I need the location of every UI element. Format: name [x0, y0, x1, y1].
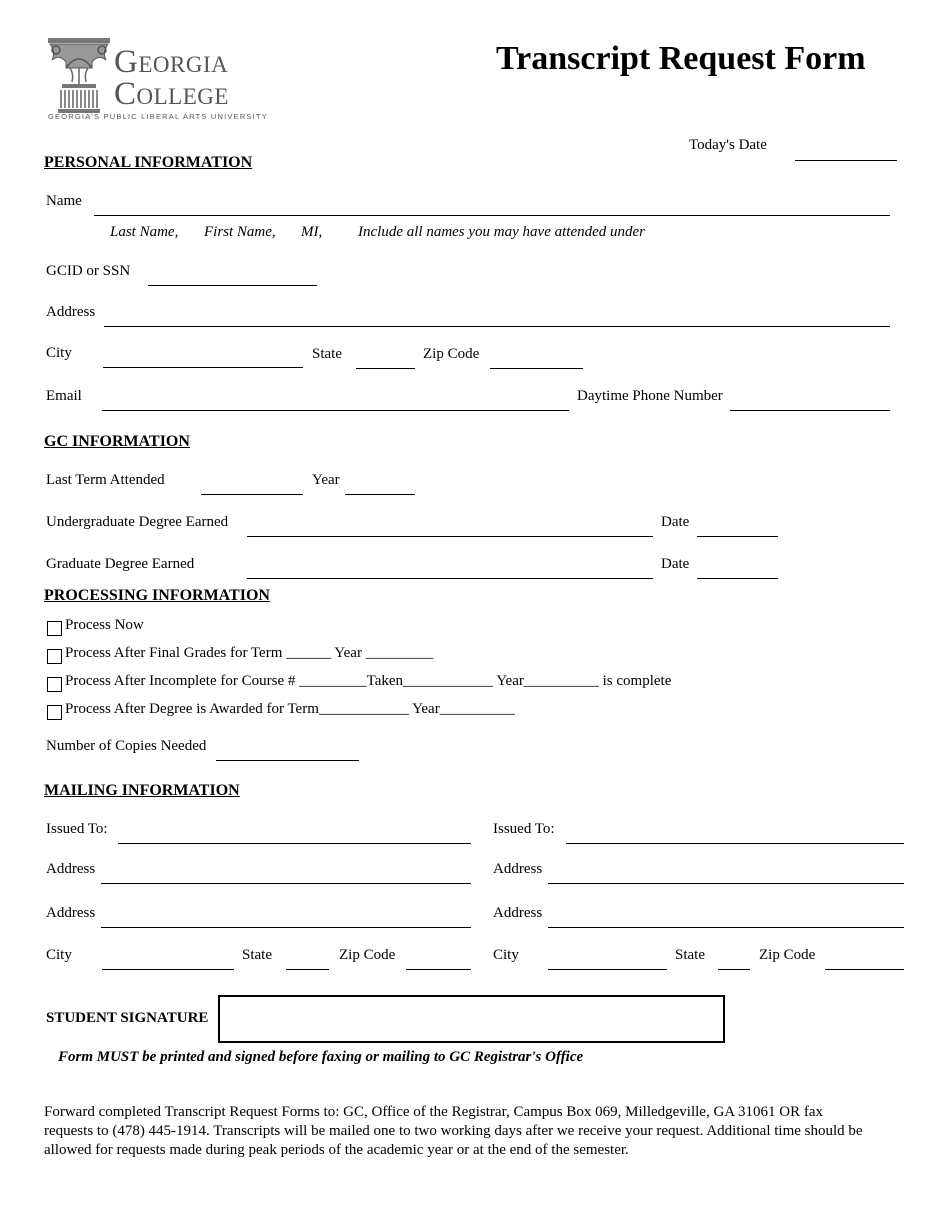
left-city-label: City [46, 947, 72, 963]
right-address1-label: Address [493, 861, 543, 877]
right-state-label: State [675, 947, 705, 963]
page-title: Transcript Request Form [496, 40, 866, 77]
mailing-information-heading: MAILING INFORMATION [44, 782, 240, 799]
gcid-label: GCID or SSN [46, 263, 131, 279]
todays-date-field[interactable] [795, 160, 897, 161]
signature-note: Form MUST be printed and signed before faxing or mailing to GC Registrar's Office [58, 1049, 584, 1065]
grad-date-field[interactable] [697, 578, 778, 579]
name-hint-mi: MI, [301, 224, 323, 240]
logo-line-georgia: Georgia [114, 44, 229, 80]
grad-degree-label: Graduate Degree Earned [46, 556, 195, 572]
undergrad-date-field[interactable] [697, 536, 778, 537]
state-field[interactable] [356, 368, 415, 369]
left-state-label: State [242, 947, 272, 963]
left-issued-to-field[interactable] [118, 843, 471, 844]
zip-label: Zip Code [423, 346, 480, 362]
right-city-label: City [493, 947, 519, 963]
process-now-label: Process Now [65, 617, 144, 633]
left-state-field[interactable] [286, 969, 329, 970]
undergrad-date-label: Date [661, 514, 690, 530]
footer-line-1: Forward completed Transcript Request Forms to: GC, Office of the Registrar, Campus Box 069, Milledgeville, GA 31061 OR fax [44, 1104, 824, 1120]
left-address1-label: Address [46, 861, 96, 877]
copies-label: Number of Copies Needed [46, 738, 207, 754]
phone-field[interactable] [730, 410, 890, 411]
processing-information-heading: PROCESSING INFORMATION [44, 587, 270, 604]
right-address1-field[interactable] [548, 883, 904, 884]
left-address2-field[interactable] [101, 927, 471, 928]
year-field[interactable] [345, 494, 415, 495]
copies-field[interactable] [216, 760, 359, 761]
city-label: City [46, 345, 72, 361]
signature-box[interactable] [218, 995, 725, 1043]
process-after-degree-checkbox[interactable] [47, 705, 62, 720]
city-field[interactable] [103, 367, 303, 368]
phone-label: Daytime Phone Number [577, 388, 723, 404]
last-term-label: Last Term Attended [46, 472, 165, 488]
student-signature-label: STUDENT SIGNATURE [46, 1010, 209, 1026]
right-zip-label: Zip Code [759, 947, 816, 963]
state-label: State [312, 346, 342, 362]
name-hint-first: First Name, [204, 224, 276, 240]
undergrad-degree-field[interactable] [247, 536, 653, 537]
email-label: Email [46, 388, 82, 404]
gc-information-heading: GC INFORMATION [44, 433, 190, 450]
process-after-final-grades-label: Process After Final Grades for Term ______ Year _________ [65, 645, 434, 661]
name-label: Name [46, 193, 82, 209]
right-address2-field[interactable] [548, 927, 904, 928]
undergrad-degree-label: Undergraduate Degree Earned [46, 514, 229, 530]
logo-line-college: College [114, 76, 229, 112]
last-term-field[interactable] [201, 494, 303, 495]
left-address2-label: Address [46, 905, 96, 921]
grad-degree-field[interactable] [247, 578, 653, 579]
right-issued-to-field[interactable] [566, 843, 904, 844]
gcid-field[interactable] [148, 285, 317, 286]
address-label: Address [46, 304, 96, 320]
grad-date-label: Date [661, 556, 690, 572]
email-field[interactable] [102, 410, 569, 411]
footer-line-2: requests to (478) 445-1914. Transcripts will be mailed one to two working days after we receive your request. Additional time should be [44, 1123, 863, 1139]
year-label: Year [312, 472, 340, 488]
left-address1-field[interactable] [101, 883, 471, 884]
left-city-field[interactable] [102, 969, 234, 970]
left-zip-label: Zip Code [339, 947, 396, 963]
right-city-field[interactable] [548, 969, 667, 970]
process-now-checkbox[interactable] [47, 621, 62, 636]
name-field[interactable] [94, 215, 890, 216]
personal-information-heading: PERSONAL INFORMATION [44, 154, 253, 171]
right-zip-field[interactable] [825, 969, 904, 970]
process-after-incomplete-label: Process After Incomplete for Course # _________Taken____________ Year__________ is complete [65, 673, 672, 689]
left-issued-to-label: Issued To: [46, 821, 108, 837]
right-state-field[interactable] [718, 969, 750, 970]
process-after-incomplete-checkbox[interactable] [47, 677, 62, 692]
right-issued-to-label: Issued To: [493, 821, 555, 837]
column-capital-icon [46, 38, 112, 114]
process-after-final-grades-checkbox[interactable] [47, 649, 62, 664]
zip-field[interactable] [490, 368, 583, 369]
logo-tagline: GEORGIA'S PUBLIC LIBERAL ARTS UNIVERSITY [48, 112, 268, 121]
process-after-degree-label: Process After Degree is Awarded for Term____________ Year__________ [65, 701, 515, 717]
left-zip-field[interactable] [406, 969, 471, 970]
right-address2-label: Address [493, 905, 543, 921]
todays-date-label: Today's Date [689, 137, 767, 153]
address-field[interactable] [104, 326, 890, 327]
name-hint-note: Include all names you may have attended under [358, 224, 645, 240]
name-hint-last: Last Name, [110, 224, 179, 240]
footer-line-3: allowed for requests made during peak periods of the academic year or at the end of the semester. [44, 1142, 629, 1158]
